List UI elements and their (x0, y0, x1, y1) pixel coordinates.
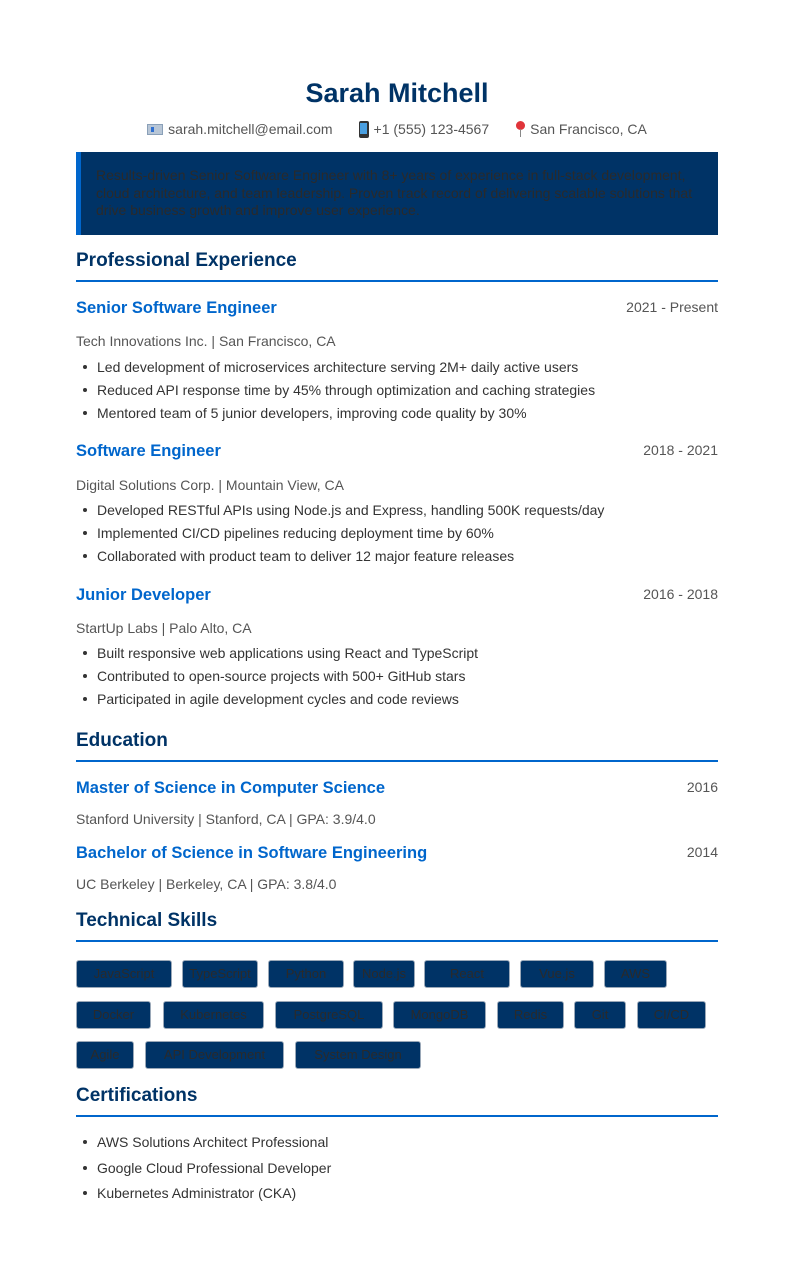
achievement-item: Collaborated with product team to deliver 12 major feature releases (76, 547, 718, 570)
skill-tag: Redis (497, 1001, 564, 1029)
location-pin-icon (515, 121, 525, 138)
section-divider (76, 940, 718, 942)
skill-tag: React (424, 960, 510, 988)
email-text: sarah.mitchell@email.com (168, 121, 333, 137)
achievement-item: Participated in agile development cycles and code reviews (76, 690, 718, 713)
skill-tag: TypeScript (182, 960, 258, 988)
skill-tag: Vue.js (520, 960, 594, 988)
skill-tag: Python (268, 960, 344, 988)
contact-info (76, 119, 718, 139)
candidate-name: Sarah Mitchell (305, 78, 489, 108)
school-details: Stanford University | Stanford, CA | GPA: 3.9/4.0 (76, 811, 376, 827)
school-details: UC Berkeley | Berkeley, CA | GPA: 3.8/4.0 (76, 876, 337, 892)
professional-summary: Results-driven Senior Software Engineer with 8+ years of experience in full-stack development, cloud architecture, and team leadership. Proven track record of delivering scalable solutions that drive business growth and improve user experience. (76, 152, 718, 235)
skill-tag: Node.js (353, 960, 415, 988)
degree-title: Bachelor of Science in Software Engineering (76, 844, 428, 862)
job-achievements (76, 501, 718, 570)
achievement-item: Developed RESTful APIs using Node.js and Express, handling 500K requests/day (76, 501, 718, 524)
achievement-item: Reduced API response time by 45% through optimization and caching strategies (76, 381, 718, 404)
skill-tag: JavaScript (76, 960, 172, 988)
skill-tag: System Design (295, 1041, 421, 1069)
skill-tag: AWS (604, 960, 667, 988)
skill-tag: Git (574, 1001, 626, 1029)
job-title: Software Engineer (76, 442, 221, 460)
achievement-item: Built responsive web applications using React and TypeScript (76, 644, 718, 667)
job-title: Junior Developer (76, 586, 211, 604)
contact-email (147, 119, 332, 139)
contact-phone (359, 119, 490, 139)
job-title: Senior Software Engineer (76, 299, 277, 317)
skill-tag: Docker (76, 1001, 151, 1029)
degree-title: Master of Science in Computer Science (76, 779, 386, 797)
achievement-item: Mentored team of 5 junior developers, improving code quality by 30% (76, 404, 718, 427)
achievement-item: Contributed to open-source projects with 500+ GitHub stars (76, 667, 718, 690)
job-achievements (76, 644, 718, 713)
skill-tag: Agile (76, 1041, 134, 1069)
job-dates: 2021 - Present (626, 299, 718, 315)
contact-location (515, 119, 647, 139)
section-divider (76, 280, 718, 282)
skill-tag: Kubernetes (163, 1001, 264, 1029)
skill-tag: PostgreSQL (275, 1001, 383, 1029)
location-text: San Francisco, CA (530, 121, 647, 137)
section-divider (76, 1115, 718, 1117)
certification-item: Google Cloud Professional Developer (76, 1159, 718, 1185)
job-achievements (76, 358, 718, 427)
skill-tag: MongoDB (393, 1001, 486, 1029)
graduation-year: 2014 (686, 844, 718, 860)
certification-item: AWS Solutions Architect Professional (76, 1133, 718, 1159)
skill-tag: CI/CD (637, 1001, 706, 1029)
certifications-list (76, 1133, 718, 1210)
achievement-item: Implemented CI/CD pipelines reducing deployment time by 60% (76, 524, 718, 547)
job-company: StartUp Labs | Palo Alto, CA (76, 620, 252, 636)
certification-item: Kubernetes Administrator (CKA) (76, 1184, 718, 1210)
email-icon (147, 124, 163, 135)
section-title-certifications: Certifications (76, 1085, 198, 1106)
section-divider (76, 760, 718, 762)
skill-tag: API Development (145, 1041, 284, 1069)
section-title-experience: Professional Experience (76, 250, 297, 271)
graduation-year: 2016 (686, 779, 718, 795)
achievement-item: Led development of microservices architecture serving 2M+ daily active users (76, 358, 718, 381)
job-company: Digital Solutions Corp. | Mountain View, CA (76, 477, 344, 493)
section-title-education: Education (76, 730, 168, 751)
section-title-skills: Technical Skills (76, 910, 218, 931)
job-dates: 2018 - 2021 (643, 442, 718, 458)
job-company: Tech Innovations Inc. | San Francisco, CA (76, 333, 336, 349)
phone-icon (359, 121, 369, 138)
job-dates: 2016 - 2018 (643, 586, 718, 602)
phone-text: +1 (555) 123-4567 (373, 121, 490, 137)
